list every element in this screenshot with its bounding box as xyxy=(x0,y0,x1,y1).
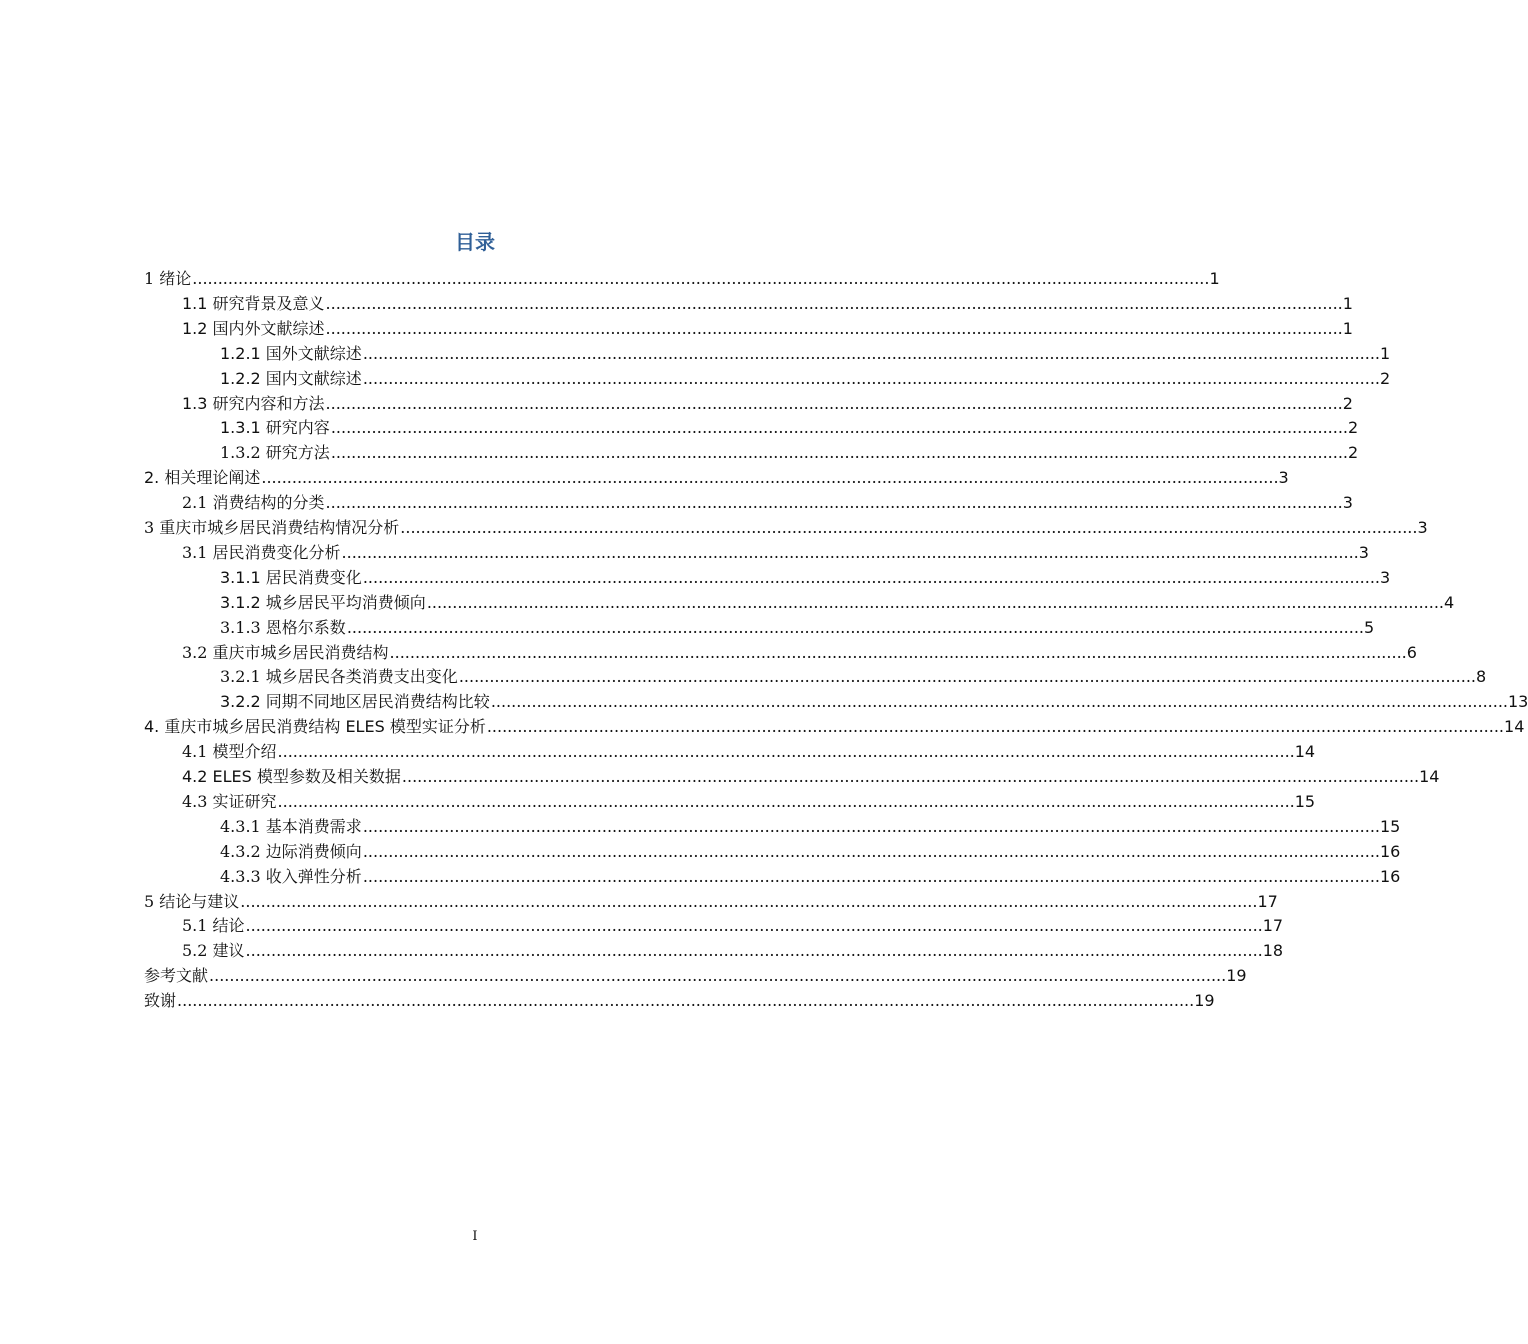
toc-entry-page: 13 xyxy=(1508,692,1528,711)
toc-entry-page: 1 xyxy=(1342,319,1353,338)
toc-entry-page: 8 xyxy=(1476,667,1487,686)
toc-entry[interactable] xyxy=(220,440,1359,465)
toc-entry[interactable] xyxy=(144,963,1247,988)
toc-entry[interactable] xyxy=(220,814,1401,839)
toc-entry-page: 15 xyxy=(1380,817,1401,836)
toc-entry[interactable] xyxy=(144,266,1220,291)
toc-entry-title: 2.1 消费结构的分类 xyxy=(182,493,325,512)
toc-leader-dots: ........................................................................................................................................................................................................ xyxy=(261,468,1279,487)
toc-entry-title: 1.3.1 研究内容 xyxy=(220,418,330,437)
toc-entry[interactable] xyxy=(182,739,1316,764)
toc-entry-title: 4.2 ELES 模型参数及相关数据 xyxy=(182,767,401,786)
toc-entry-title: 5 结论与建议 xyxy=(144,892,240,911)
toc-leader-dots: ........................................................................................................................................................................................................ xyxy=(389,643,1407,662)
toc-entry-title: 4.1 模型介绍 xyxy=(182,742,277,761)
toc-leader-dots: ........................................................................................................................................................................................................ xyxy=(192,269,1210,288)
toc-leader-dots: ........................................................................................................................................................................................................ xyxy=(346,618,1364,637)
toc-entry[interactable] xyxy=(182,540,1369,565)
toc-entry-title: 3.1 居民消费变化分析 xyxy=(182,543,341,562)
toc-entry[interactable] xyxy=(220,565,1391,590)
toc-entry-title: 3.2.2 同期不同地区居民消费结构比较 xyxy=(220,692,490,711)
toc-leader-dots: ........................................................................................................................................................................................................ xyxy=(401,767,1420,786)
toc-entry[interactable] xyxy=(182,764,1440,789)
toc-entry-page: 2 xyxy=(1342,394,1353,413)
toc-entry-title: 1.2 国内外文献综述 xyxy=(182,319,325,338)
toc-entry-page: 18 xyxy=(1262,941,1284,960)
toc-entry-title: 4.3.2 边际消费倾向 xyxy=(220,842,362,861)
toc-leader-dots: ........................................................................................................................................................................................................ xyxy=(362,369,1380,388)
toc-entry-page: 3 xyxy=(1417,518,1428,537)
toc-entry[interactable] xyxy=(220,590,1455,615)
toc-entry-page: 17 xyxy=(1257,892,1278,911)
toc-entry-page: 2 xyxy=(1348,418,1359,437)
toc-leader-dots: ........................................................................................................................................................................................................ xyxy=(325,493,1343,512)
toc-entry-title: 3 重庆市城乡居民消费结构情况分析 xyxy=(144,518,400,537)
toc-entry-title: 1.1 研究背景及意义 xyxy=(182,294,325,313)
toc-leader-dots: ........................................................................................................................................................................................................ xyxy=(400,518,1418,537)
toc-entry-title: 4.3.1 基本消费需求 xyxy=(220,817,362,836)
toc-entry-page: 19 xyxy=(1226,966,1247,985)
toc-entry-title: 1.3.2 研究方法 xyxy=(220,443,330,462)
toc-entry-page: 6 xyxy=(1406,643,1417,662)
toc-entry-page: 19 xyxy=(1194,991,1215,1010)
toc-entry-title: 3.2.1 城乡居民各类消费支出变化 xyxy=(220,667,458,686)
toc-leader-dots: ........................................................................................................................................................................................................ xyxy=(362,867,1380,886)
toc-entry[interactable] xyxy=(182,938,1284,963)
toc-entry-page: 1 xyxy=(1380,344,1391,363)
toc-leader-dots: ........................................................................................................................................................................................................ xyxy=(325,394,1343,413)
toc-entry[interactable] xyxy=(182,913,1284,938)
toc-entry-page: 3 xyxy=(1380,568,1391,587)
toc-entry-page: 3 xyxy=(1358,543,1369,562)
toc-entry[interactable] xyxy=(144,889,1278,914)
toc-entry[interactable] xyxy=(182,490,1353,515)
toc-leader-dots: ........................................................................................................................................................................................................ xyxy=(426,593,1444,612)
toc-leader-dots: ........................................................................................................................................................................................................ xyxy=(362,344,1380,363)
toc-entry[interactable] xyxy=(144,714,1525,739)
toc-entry[interactable] xyxy=(220,615,1375,640)
toc-entry-page: 3 xyxy=(1278,468,1289,487)
toc-leader-dots: ........................................................................................................................................................................................................ xyxy=(325,294,1343,313)
toc-entry-page: 16 xyxy=(1380,867,1401,886)
toc-entry-title: 4.3 实证研究 xyxy=(182,792,277,811)
toc-leader-dots: ........................................................................................................................................................................................................ xyxy=(458,667,1476,686)
toc-entry-page: 14 xyxy=(1294,742,1316,761)
toc-entry[interactable] xyxy=(182,291,1353,316)
toc-entry[interactable] xyxy=(182,316,1353,341)
toc-leader-dots: ........................................................................................................................................................................................................ xyxy=(277,792,1295,811)
toc-entry[interactable] xyxy=(220,366,1391,391)
toc-leader-dots: ........................................................................................................................................................................................................ xyxy=(330,418,1348,437)
toc-entry[interactable] xyxy=(182,391,1353,416)
toc-leader-dots: ........................................................................................................................................................................................................ xyxy=(490,692,1508,711)
toc-entry-page: 5 xyxy=(1364,618,1375,637)
toc-entry-title: 参考文献 xyxy=(144,966,209,985)
toc-entry-page: 15 xyxy=(1294,792,1316,811)
toc-entry-page: 4 xyxy=(1444,593,1455,612)
toc-leader-dots: ........................................................................................................................................................................................................ xyxy=(277,742,1295,761)
toc-entry-title: 5.2 建议 xyxy=(182,941,245,960)
toc-leader-dots: ........................................................................................................................................................................................................ xyxy=(245,941,1263,960)
toc-entry[interactable] xyxy=(182,640,1417,665)
toc-leader-dots: ........................................................................................................................................................................................................ xyxy=(362,842,1380,861)
toc-entry[interactable] xyxy=(144,988,1215,1013)
toc-title: 目录 xyxy=(455,230,495,254)
toc-entry-page: 14 xyxy=(1504,717,1525,736)
toc-entry-page: 1 xyxy=(1342,294,1353,313)
toc-leader-dots: ........................................................................................................................................................................................................ xyxy=(330,443,1348,462)
toc-entry-page: 3 xyxy=(1342,493,1353,512)
toc-leader-dots: ........................................................................................................................................................................................................ xyxy=(209,966,1227,985)
page-number: I xyxy=(472,1229,478,1244)
toc-entry-title: 3.2 重庆市城乡居民消费结构 xyxy=(182,643,389,662)
toc-entry-title: 3.1.1 居民消费变化 xyxy=(220,568,362,587)
toc-leader-dots: ........................................................................................................................................................................................................ xyxy=(362,568,1380,587)
toc-entry-page: 14 xyxy=(1419,767,1440,786)
toc-entry-title: 1.3 研究内容和方法 xyxy=(182,394,325,413)
toc-entry-page: 1 xyxy=(1209,269,1220,288)
toc-leader-dots: ........................................................................................................................................................................................................ xyxy=(240,892,1258,911)
toc-leader-dots: ........................................................................................................................................................................................................ xyxy=(177,991,1195,1010)
toc-entry-title: 2. 相关理论阐述 xyxy=(144,468,261,487)
toc-entry[interactable] xyxy=(220,689,1528,714)
toc-entry-title: 3.1.3 恩格尔系数 xyxy=(220,618,346,637)
toc-entry-title: 致谢 xyxy=(144,991,177,1010)
toc-leader-dots: ........................................................................................................................................................................................................ xyxy=(486,717,1505,736)
toc-entry-page: 17 xyxy=(1262,916,1284,935)
toc-leader-dots: ........................................................................................................................................................................................................ xyxy=(341,543,1359,562)
toc-entry-title: 5.1 结论 xyxy=(182,916,245,935)
toc-entry-title: 1.2.2 国内文献综述 xyxy=(220,369,362,388)
toc-entry-title: 4.3.3 收入弹性分析 xyxy=(220,867,362,886)
toc-entry-title: 1 绪论 xyxy=(144,269,192,288)
toc-entry[interactable] xyxy=(220,839,1401,864)
toc-entry-title: 1.2.1 国外文献综述 xyxy=(220,344,362,363)
toc-entry[interactable] xyxy=(220,664,1487,689)
toc-entry-page: 2 xyxy=(1380,369,1391,388)
toc-entry[interactable] xyxy=(220,864,1401,889)
toc-entry[interactable] xyxy=(182,789,1316,814)
toc-entry-title: 3.1.2 城乡居民平均消费倾向 xyxy=(220,593,426,612)
toc-entry-page: 16 xyxy=(1380,842,1401,861)
toc-entry[interactable] xyxy=(144,515,1428,540)
toc-entry[interactable] xyxy=(144,465,1289,490)
toc-entry[interactable] xyxy=(220,341,1391,366)
toc-entry-page: 2 xyxy=(1348,443,1359,462)
toc-leader-dots: ........................................................................................................................................................................................................ xyxy=(245,916,1263,935)
toc-entry-title: 4. 重庆市城乡居民消费结构 ELES 模型实证分析 xyxy=(144,717,486,736)
toc-leader-dots: ........................................................................................................................................................................................................ xyxy=(325,319,1343,338)
toc-leader-dots: ........................................................................................................................................................................................................ xyxy=(362,817,1380,836)
toc-entry[interactable] xyxy=(220,415,1359,440)
